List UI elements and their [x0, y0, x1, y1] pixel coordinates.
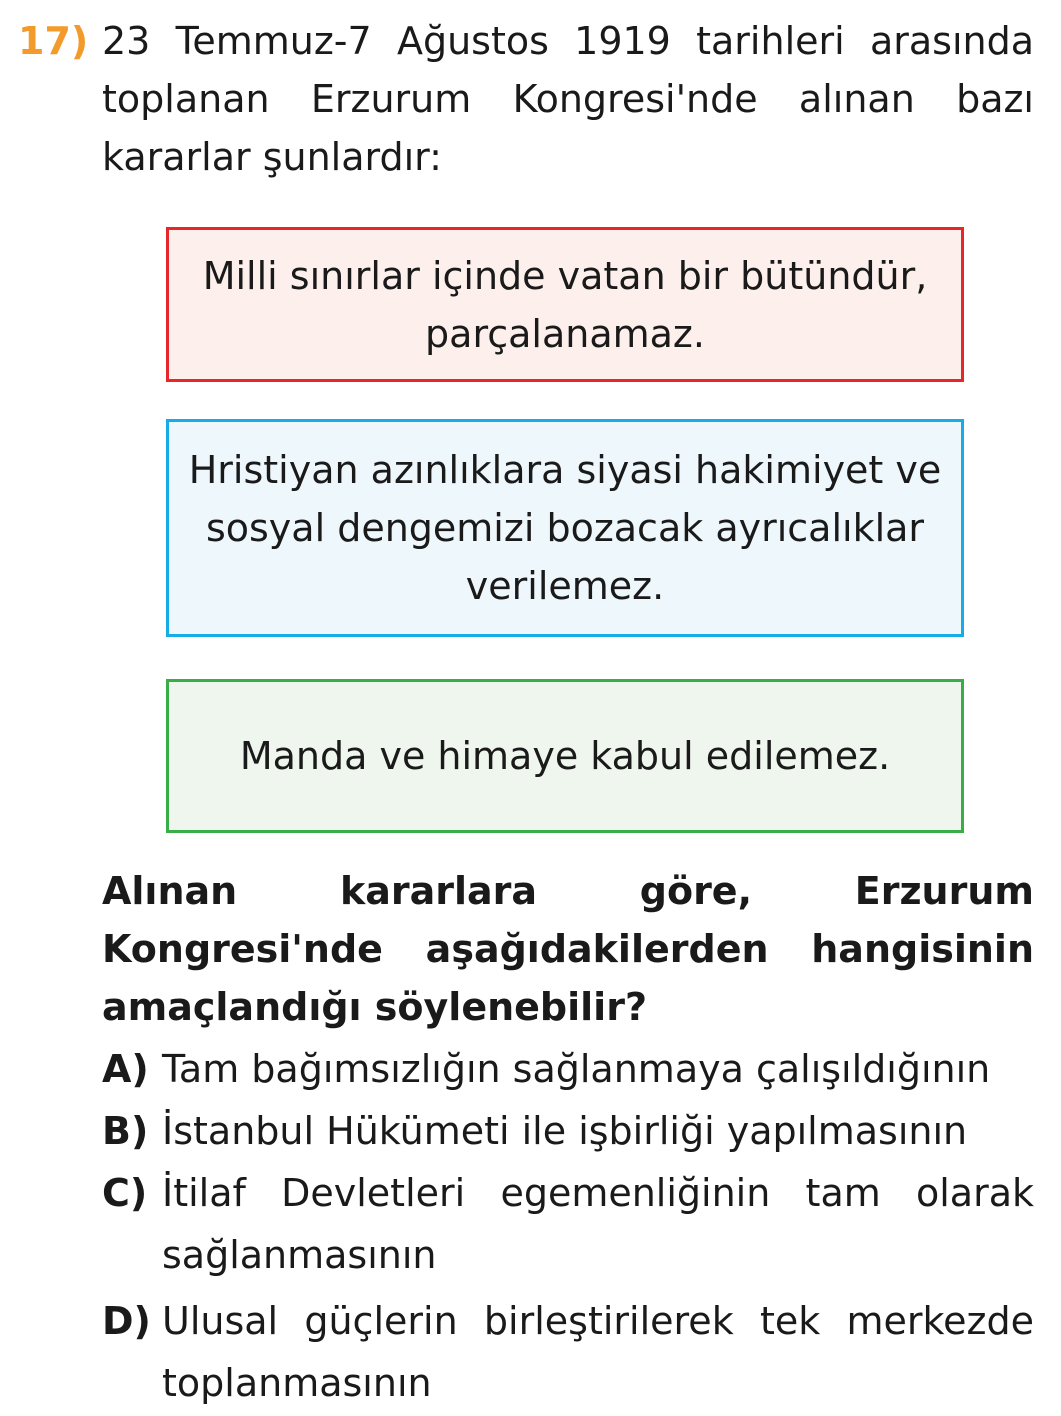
option-a[interactable] [102, 1038, 1034, 1100]
option-text: İstanbul Hükümeti ile işbirliği yapılmasının [162, 1109, 968, 1153]
option-b[interactable] [102, 1100, 1034, 1162]
option-text: Ulusal güçlerin birleştirilerek tek merkezde toplanmasının [162, 1299, 1034, 1405]
decision-text: Hristiyan azınlıklara siyasi hakimiyet ve sosyal dengemizi bozacak ayrıcalıklar verilemez. [188, 448, 942, 608]
option-letter: B) [102, 1109, 149, 1153]
option-text: Tam bağımsızlığın sağlanmaya çalışıldığının [162, 1047, 991, 1091]
option-text: İtilaf Devletleri egemenliğinin tam olarak sağlanmasının [162, 1171, 1034, 1277]
decision-text: Manda ve himaye kabul edilemez. [239, 734, 891, 778]
option-letter: A) [102, 1047, 149, 1091]
option-d[interactable] [102, 1290, 1034, 1414]
decision-box-1 [166, 227, 964, 382]
question-prompt: Alınan kararlara göre, Erzurum Kongresi'nde aşağıdakilerden hangisinin amaçlandığı söylenebilir? [102, 869, 1034, 1029]
question-stem: 23 Temmuz-7 Ağustos 1919 tarihleri arasında toplanan Erzurum Kongresi'nde alınan bazı kararlar şunlardır: [102, 19, 1034, 179]
decision-box-3 [166, 679, 964, 833]
option-c[interactable] [102, 1162, 1034, 1286]
option-letter: C) [102, 1171, 148, 1215]
decision-box-2 [166, 419, 964, 637]
option-letter: D) [102, 1299, 151, 1343]
question-number: 17) [18, 19, 89, 63]
decision-text: Milli sınırlar içinde vatan bir bütündür, parçalanamaz. [202, 253, 928, 356]
